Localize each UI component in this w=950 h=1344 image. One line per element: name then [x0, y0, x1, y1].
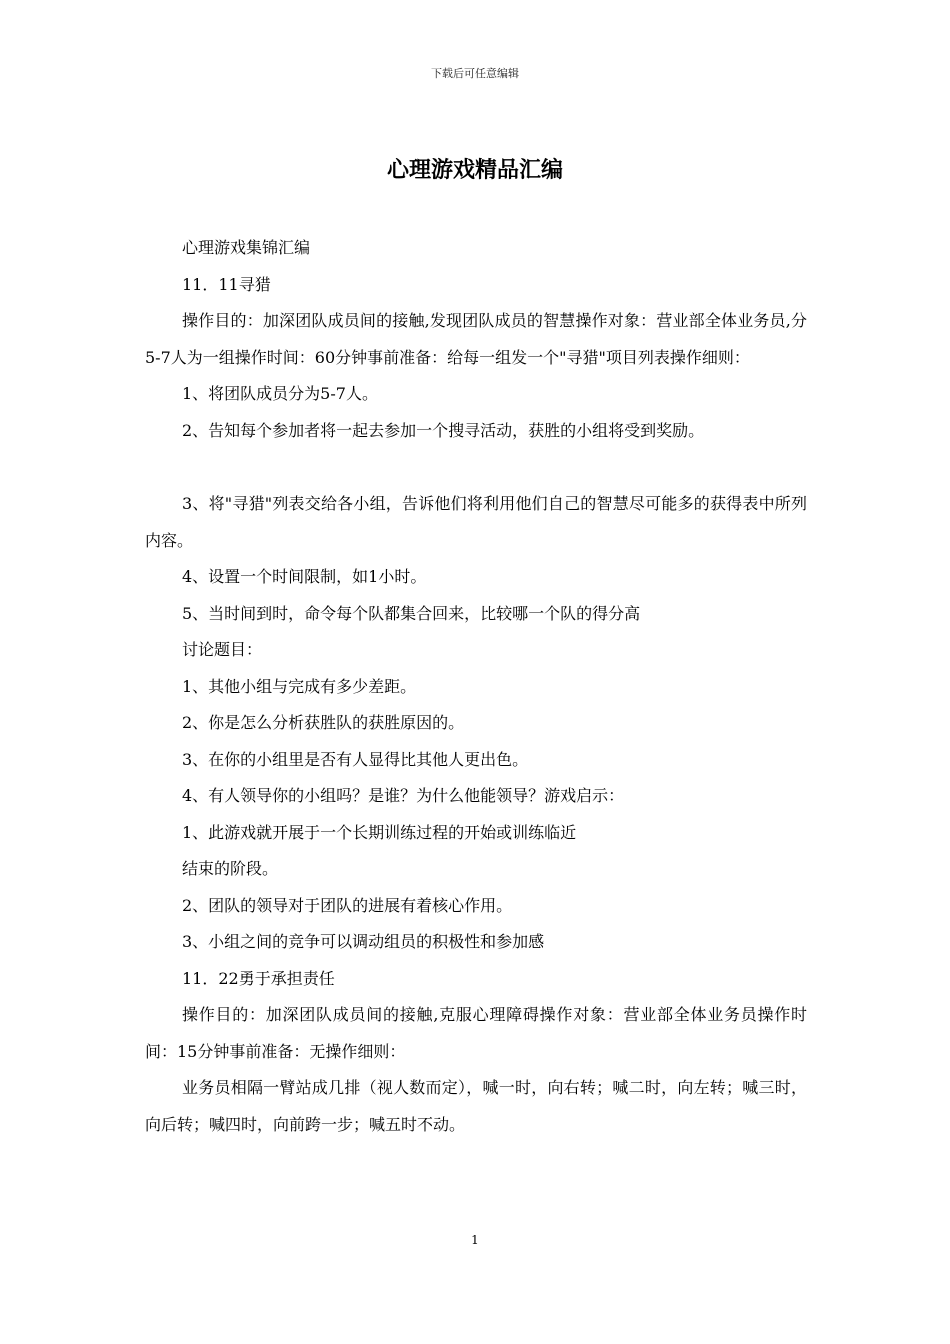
page-number: 1: [471, 1233, 479, 1247]
insight-item: 2、团队的领导对于团队的进展有着核心作用。: [182, 895, 513, 915]
step-item: 2、告知每个参加者将一起去参加一个搜寻活动，获胜的小组将受到奖励。: [182, 420, 705, 440]
document-body: [145, 230, 807, 1143]
step-item: 1、将团队成员分为5-7人。: [182, 384, 378, 403]
discussion-item: 3、在你的小组里是否有人显得比其他人更出色。: [182, 749, 529, 769]
discussion-item: 4、有人领导你的小组吗？是谁？为什么他能领导？游戏启示：: [182, 786, 625, 805]
document-title: 心理游戏精品汇编: [386, 157, 563, 183]
insight-item: 3、小组之间的竞争可以调动组员的积极性和参加感: [182, 932, 545, 951]
game-description: 操作目的：加深团队成员间的接触,克服心理障碍操作对象：营业部全体业务员操作时间：15分钟事前准备：无操作细则：: [145, 1005, 807, 1061]
game-description: 操作目的：加深团队成员间的接触,发现团队成员的智慧操作对象：营业部全体业务员,分5-7人为一组操作时间：60分钟事前准备：给每一组发一个"寻猎"项目列表操作细则：: [145, 311, 807, 367]
step-item: 4、设置一个时间限制，如1小时。: [182, 567, 427, 586]
step-item: 5、当时间到时，命令每个队都集合回来，比较哪一个队的得分高: [182, 603, 641, 623]
discussion-item: 2、你是怎么分析获胜队的获胜原因的。: [182, 713, 465, 732]
discussion-heading: 讨论题目：: [182, 640, 263, 659]
insight-item-continued: 结束的阶段。: [182, 859, 279, 878]
game-instruction: 业务员相隔一臂站成几排（视人数而定），喊一时，向右转；喊二时，向左转；喊三时，向后转；喊四时，向前跨一步；喊五时不动。: [145, 1078, 807, 1134]
insight-item: 1、此游戏就开展于一个长期训练过程的开始或训练临近: [182, 822, 577, 842]
section-heading: 心理游戏集锦汇编: [182, 238, 311, 257]
game-title: 11．11寻猎: [182, 274, 271, 294]
game-title: 11．22勇于承担责任: [182, 968, 335, 988]
discussion-item: 1、其他小组与完成有多少差距。: [182, 676, 417, 696]
page-header-note: 下载后可任意编辑: [431, 67, 519, 80]
step-item: 3、将"寻猎"列表交给各小组，告诉他们将利用他们自己的智慧尽可能多的获得表中所列内容。: [145, 494, 807, 550]
